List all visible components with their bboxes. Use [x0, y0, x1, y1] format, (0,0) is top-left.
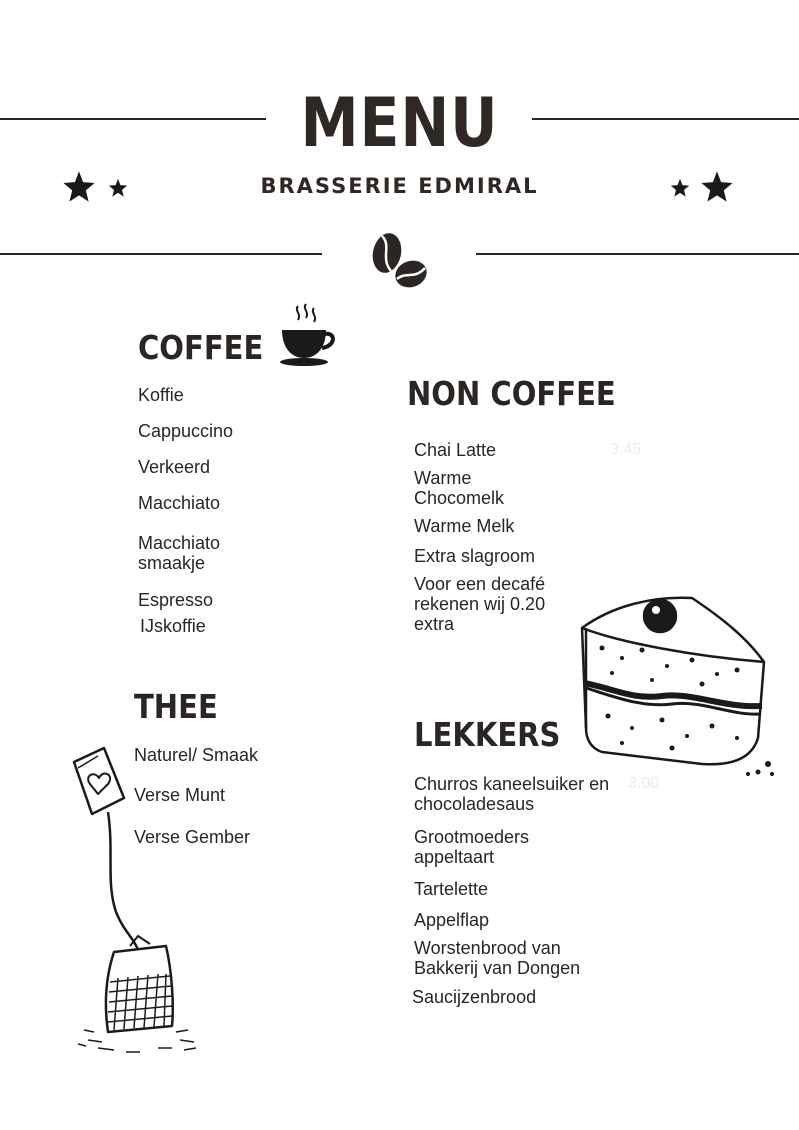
lekkers-item-churros: Churros kaneelsuiker en chocoladesaus	[414, 774, 610, 814]
coffee-heading: COFFEE	[138, 328, 264, 367]
lekkers-item-appeltaart: Grootmoeders appeltaart	[414, 827, 530, 867]
tea-bag-icon	[68, 742, 208, 1060]
cake-slice-icon	[572, 588, 777, 783]
star-icon	[108, 178, 128, 198]
lekkers-heading: LEKKERS	[414, 715, 561, 754]
non-coffee-item-warme-melk: Warme Melk	[414, 516, 515, 536]
non-coffee-item-chai-latte: Chai Latte	[414, 440, 497, 460]
header-rule-bottom-right	[476, 253, 799, 255]
non-coffee-heading: NON COFFEE	[407, 374, 616, 413]
lekkers-item-worstenbrood: Worstenbrood van Bakkerij van Dongen	[414, 938, 581, 978]
thee-item-naturel-smaak: Naturel/ Smaak	[134, 745, 259, 765]
restaurant-name: BRASSERIE EDMIRAL	[260, 174, 539, 198]
header-rule-bottom-left	[0, 253, 322, 255]
lekkers-item-tartelette: Tartelette	[414, 879, 489, 899]
thee-item-verse-munt: Verse Munt	[134, 785, 226, 805]
coffee-item-cappuccino: Cappuccino	[138, 421, 234, 441]
non-coffee-price-chai-latte: 3.45	[610, 441, 642, 458]
coffee-item-macchiato: Macchiato	[138, 493, 221, 513]
star-icon	[62, 170, 96, 204]
coffee-cup-icon	[276, 302, 338, 368]
coffee-item-ijskoffie: IJskoffie	[140, 616, 206, 636]
coffee-item-koffie: Koffie	[138, 385, 184, 405]
star-icon	[670, 178, 690, 198]
thee-heading: THEE	[134, 687, 218, 726]
coffee-item-macchiato-smaakje: Macchiato smaakje	[138, 533, 221, 573]
lekkers-price-churros: 3.00	[628, 775, 660, 792]
coffee-item-espresso: Espresso	[138, 590, 214, 610]
lekkers-item-saucijzenbrood: Saucijzenbrood	[412, 987, 537, 1007]
star-icon	[700, 170, 734, 204]
coffee-item-verkeerd: Verkeerd	[138, 457, 211, 477]
non-coffee-item-warme-chocomelk: Warme Chocomelk	[414, 468, 505, 508]
lekkers-item-appelflap: Appelflap	[414, 910, 490, 930]
non-coffee-item-decafe-note: Voor een decafé rekenen wij 0.20 extra	[414, 574, 546, 634]
menu-title: MENU	[300, 84, 499, 163]
non-coffee-item-extra-slagroom: Extra slagroom	[414, 546, 536, 566]
thee-item-verse-gember: Verse Gember	[134, 827, 251, 847]
coffee-beans-icon	[366, 230, 432, 292]
